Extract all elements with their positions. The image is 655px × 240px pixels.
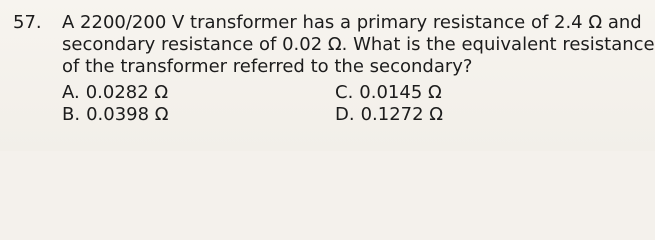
- choice-d-value: 0.1272 Ω: [360, 104, 444, 125]
- choice-a-letter: A.: [62, 82, 80, 103]
- choice-c-letter: C.: [335, 82, 354, 103]
- choice-b: [62, 104, 169, 126]
- choice-d: [335, 104, 443, 126]
- choice-c-value: 0.0145 Ω: [359, 82, 442, 103]
- choice-a-value: 0.0282 Ω: [85, 82, 169, 103]
- choice-d-letter: D.: [335, 104, 355, 125]
- question-stem-line-3: of the transformer referred to the secondary?: [62, 56, 473, 77]
- question-number: 57.: [13, 12, 42, 33]
- choice-c: [335, 82, 442, 104]
- question-stem-line-2: secondary resistance of 0.02 Ω. What is the equivalent resistance: [62, 34, 655, 55]
- choice-b-letter: B.: [62, 104, 81, 125]
- choice-a: [62, 82, 168, 104]
- question-stem-line-1: A 2200/200 V transformer has a primary resistance of 2.4 Ω and: [62, 12, 642, 33]
- choice-b-value: 0.0398 Ω: [86, 104, 169, 125]
